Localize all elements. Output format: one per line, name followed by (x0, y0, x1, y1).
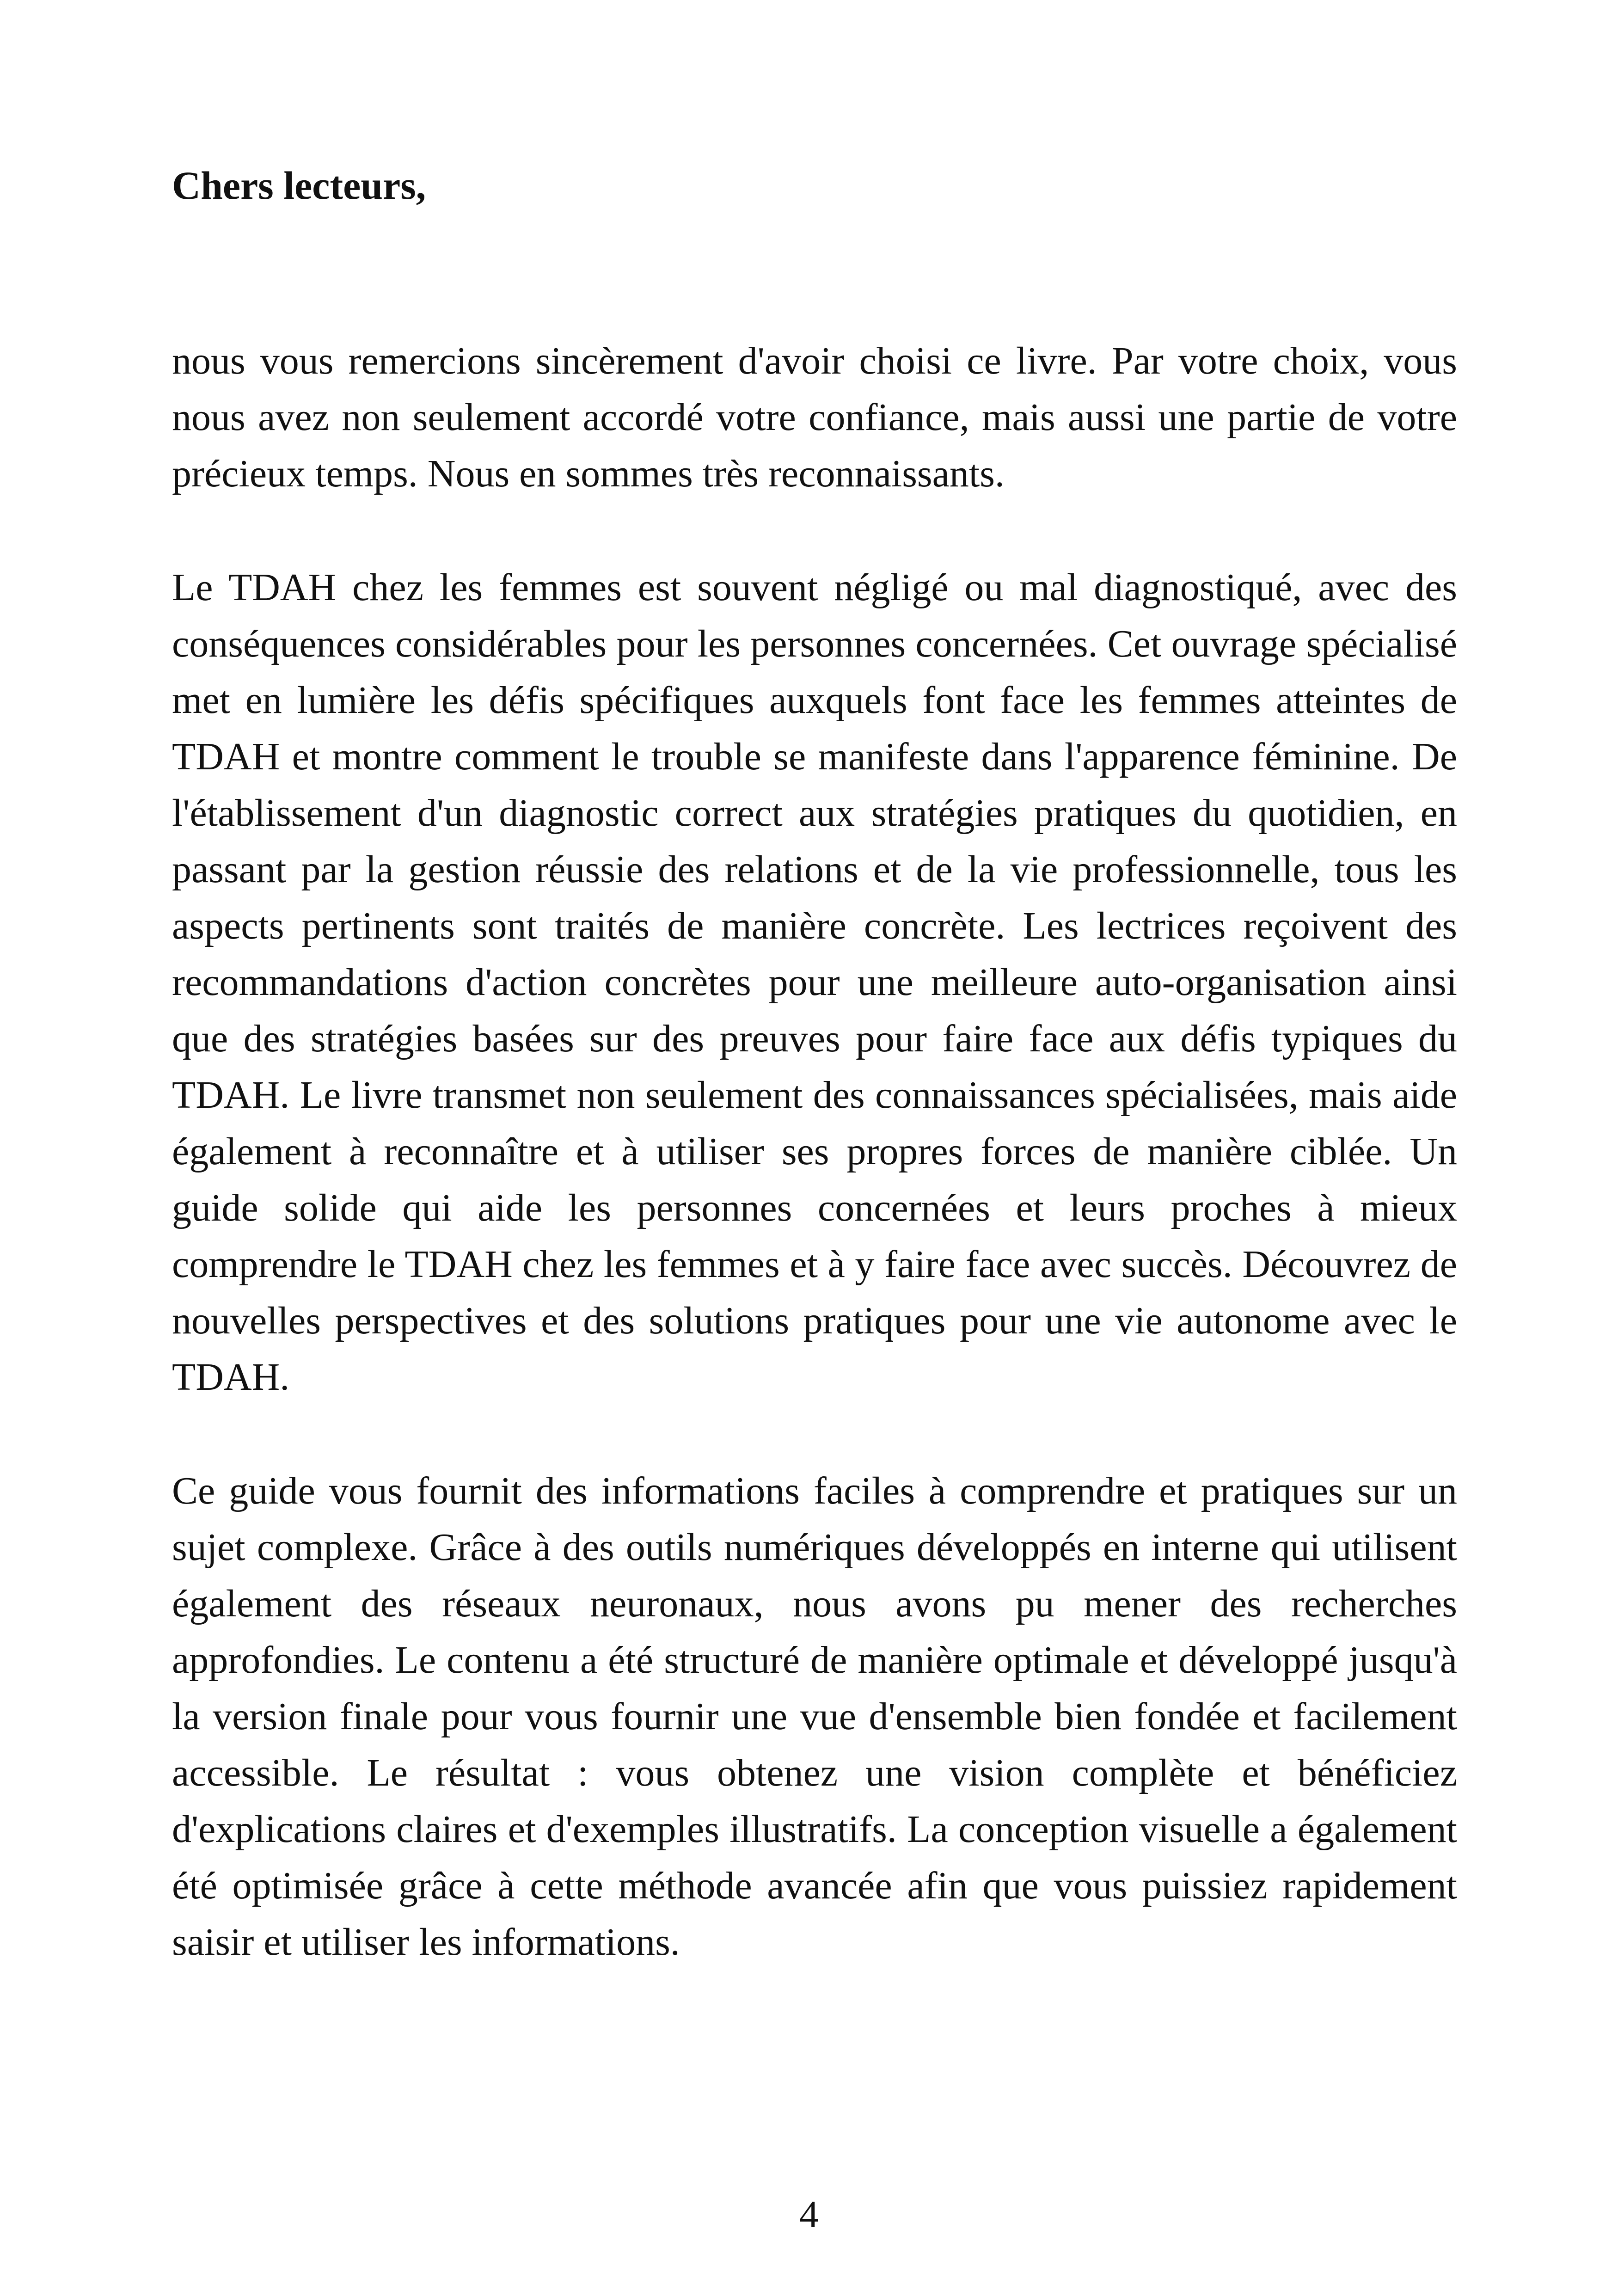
paragraph-book-summary: Le TDAH chez les femmes est souvent négligé ou mal diagnostiqué, avec des conséquences considérables pour les personnes concernées. Cet ouvrage spécialisé met en lumière les défis spécifiques auxquels font face les femmes atteintes de TDAH et montre comment le trouble se manifeste dans l'apparence féminine. De l'établissement d'un diagnostic correct aux stratégies pratiques du quotidien, en passant par la gestion réussie des relations et de la vie professionnelle, tous les aspects pertinents sont traités de manière concrète. Les lectrices reçoivent des recommandations d'action concrètes pour une meilleure auto-organisation ainsi que des stratégies basées sur des preuves pour faire face aux défis typiques du TDAH. Le livre transmet non seulement des connaissances spécialisées, mais aide également à reconnaître et à utiliser ses propres forces de manière ciblée. Un guide solide qui aide les personnes concernées et leurs proches à mieux comprendre le TDAH chez les femmes et à y faire face avec succès. Découvrez de nouvelles perspectives et des solutions pratiques pour une vie autonome avec le TDAH. (172, 566, 1457, 1399)
greeting-heading: Chers lecteurs, (172, 163, 426, 208)
text-column (172, 157, 1457, 1971)
paragraph-guide-method: Ce guide vous fournit des informations faciles à comprendre et pratiques sur un sujet complexe. Grâce à des outils numériques développés en interne qui utilisent également des réseaux neuronaux, nous avons pu mener des recherches approfondies. Le contenu a été structuré de manière optimale et développé jusqu'à la version finale pour vous fournir une vue d'ensemble bien fondée et facilement accessible. Le résultat : vous obtenez une vision complète et bénéficiez d'explications claires et d'exemples illustratifs. La conception visuelle a également été optimisée grâce à cette méthode avancée afin que vous puissiez rapidement saisir et utiliser les informations. (172, 1469, 1457, 1964)
page-number: 4 (799, 2193, 819, 2236)
paragraph-thanks: nous vous remercions sincèrement d'avoir choisi ce livre. Par votre choix, vous nous avez non seulement accordé votre confiance, mais aussi une partie de votre précieux temps. Nous en sommes très reconnaissants. (172, 339, 1457, 495)
